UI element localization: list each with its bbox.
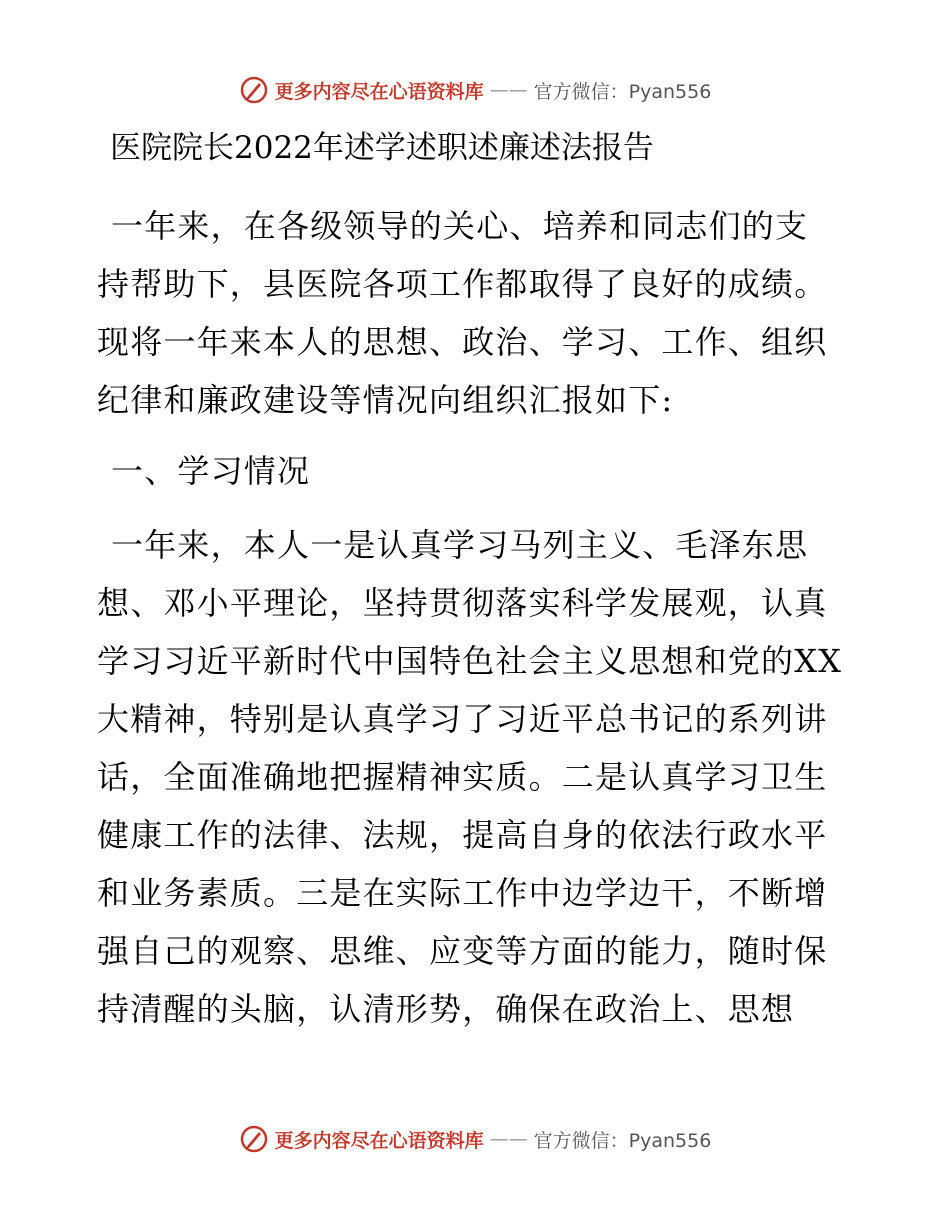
text-line: 健康工作的法律、法规，提高自身的依法行政水平 (97, 816, 828, 854)
document-title: 医院院长2022年述学述职述廉述法报告 (110, 130, 654, 166)
text-line: 持帮助下，县医院各项工作都取得了良好的成绩。 (97, 265, 828, 303)
text-line: 一年来，本人一是认真学习马列主义、毛泽东思 (111, 526, 809, 564)
quill-logo-icon (239, 75, 269, 105)
intro-paragraph (97, 197, 867, 429)
section-heading-text: 一、学习情况 (111, 452, 311, 490)
watermark-separator: —— (489, 79, 528, 101)
watermark-wechat: 官方微信：Pyan556 (533, 1129, 712, 1152)
watermark-wechat: 官方微信：Pyan556 (533, 80, 712, 103)
text-line: 现将一年来本人的思想、政治、学习、工作、组织 (97, 323, 828, 361)
text-line: 想、邓小平理论，坚持贯彻落实科学发展观，认真 (97, 584, 828, 622)
section1-paragraph (97, 516, 867, 1038)
text-line: 学习习近平新时代中国特色社会主义思想和党的XX (97, 642, 843, 680)
text-line: 话，全面准确地把握精神实质。二是认真学习卫生 (97, 758, 828, 796)
watermark-footer (0, 1119, 950, 1159)
text-line: 和业务素质。三是在实际工作中边学边干，不断增 (97, 874, 828, 912)
watermark-text: 更多内容尽在心语资料库 (274, 80, 484, 103)
text-line: 纪律和廉政建设等情况向组织汇报如下: (97, 381, 674, 419)
section-heading (97, 442, 867, 500)
watermark-separator: —— (489, 1128, 528, 1150)
watermark-text: 更多内容尽在心语资料库 (274, 1129, 484, 1152)
text-line: 持清醒的头脑，认清形势，确保在政治上、思想 (97, 990, 795, 1028)
watermark-header (0, 70, 950, 110)
text-line: 大精神，特别是认真学习了习近平总书记的系列讲 (97, 700, 828, 738)
text-line: 强自己的观察、思维、应变等方面的能力，随时保 (97, 932, 828, 970)
text-line: 一年来，在各级领导的关心、培养和同志们的支 (111, 207, 809, 245)
quill-logo-icon (239, 1124, 269, 1154)
